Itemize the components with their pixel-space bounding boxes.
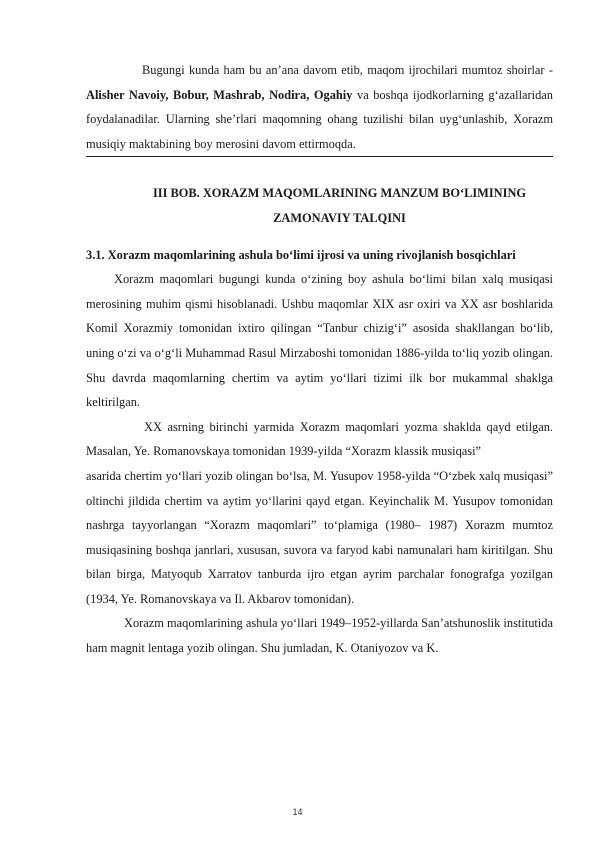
body-paragraph-2: XX asrning birinchi yarmida Xorazm maqomlari yozma shaklda qayd etilgan. Masalan, Ye. Romanovskaya tomonidan 1939-yilda “Xorazm klassik musiqasi”	[86, 419, 553, 459]
intro-paragraph	[86, 58, 553, 157]
poet-names: Alisher Navoiy, Bobur, Mashrab, Nodira, Ogahiy	[86, 87, 353, 102]
intro-text-part1: Bugungi kunda ham bu an’ana davom etib, maqom ijrochilari mumtoz shoirlar -	[142, 63, 553, 77]
chapter-title: III BOB. XORAZM MAQOMLARINING MANZUM BO‘LIMINING ZAMONAVIY TALQINI	[152, 186, 527, 225]
body-paragraph-3: asarida chertim yo‘llari yozib olingan bo‘lsa, M. Yusupov 1958-yilda “O‘zbek xalq musiqasi” oltinchi jildida chertim va aytim yo‘llarini qayd etgan. Keyinchalik M. Yusupov tomonidan nashrga tayyorlangan “Xorazm maqomlari” to‘plamiga (1980– 1987) Xorazm mumtoz musiqasining boshqa janrlari, xususan, suvora va faryod kabi namunalari ham kiritilgan. Shu bilan birga, Matyoqub Xarratov tanburda ijro etgan ayrim parchalar fonografga yozilgan (1934, Ye. Romanovskaya va Il. Akbarov tomonidan).	[86, 468, 553, 606]
body-paragraph-1: Xorazm maqomlari bugungi kunda o‘zining boy ashula bo‘limi bilan xalq musiqasi merosining muhim qismi hisoblanadi. Ushbu maqomlar XIX asr oxiri va XX asr boshlarida Komil Xorazmiy tomonidan ixtiro qilingan “Tanbur chizig‘i” asosida shakllangan bo‘lib, uning o‘zi va o‘g‘li Muhammad Rasul Mirzaboshi tomonidan 1886-yilda to‘liq yozib olingan. Shu davrda maqomlarning chertim va aytim yo‘llari tizimi ilk bor mukammal shaklga keltirilgan.	[86, 272, 553, 410]
body-paragraph-4: Xorazm maqomlarining ashula yo‘llari 1949–1952-yillarda San’atshunoslik institutida ham magnit lentaga yozib olingan. Shu jumladan, K. Otaniyozov va K.	[86, 616, 553, 656]
intro-text-part2: va boshqa ijodkorlarning g‘azallaridan foydalanadilar. Ularning she’rlari maqomning ohang tuzilishi bilan uyg‘unlashib, Xorazm musiqiy maktabining boy merosini davom ettirmoqda.	[86, 87, 553, 151]
page-number: 14	[292, 807, 303, 817]
page-content	[86, 58, 553, 661]
section-title: 3.1. Xorazm maqomlarining ashula bo‘limi ijrosi va uning rivojlanish bosqichlari	[86, 247, 516, 262]
